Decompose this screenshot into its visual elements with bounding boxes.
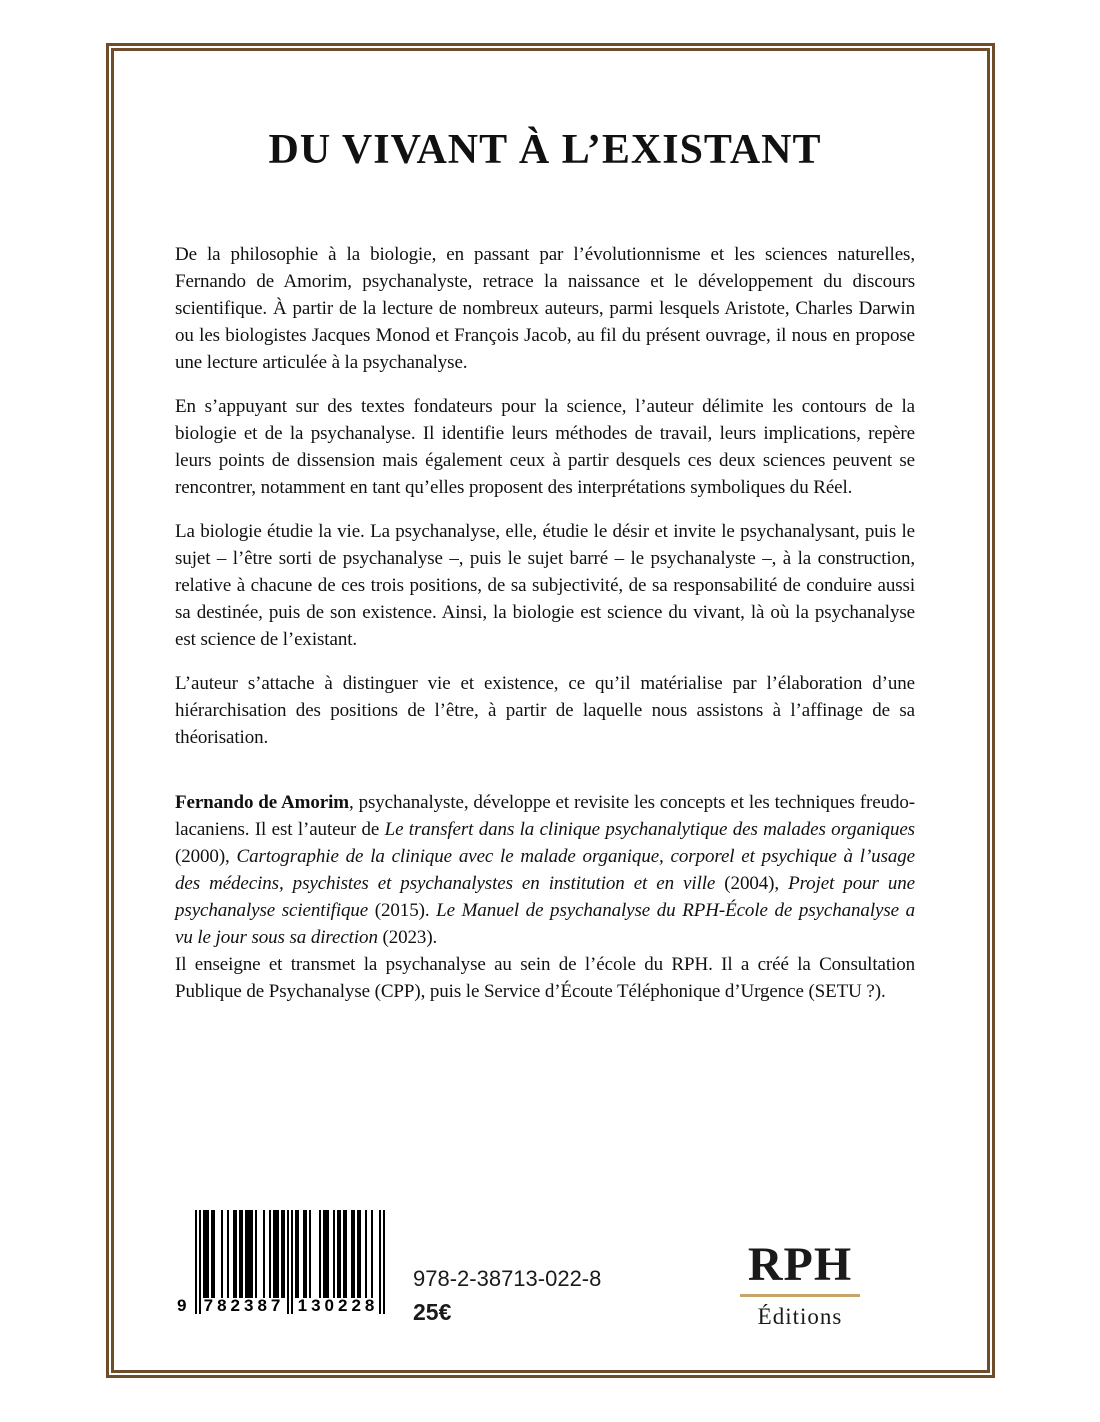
book-reference-2: Cartographie de la clinique avec le malade organique, corporel et psychique à l’usage des médecins, psychistes et psychanalystes en institution et en ville (175, 846, 916, 895)
publisher-subtitle: Éditions (757, 1304, 843, 1329)
barcode (177, 1210, 389, 1334)
barcode-digits-right: 130228 (297, 1296, 379, 1315)
book-reference-1: Le transfert dans la clinique psychanalytique des malades organiques (384, 819, 915, 841)
bio-segment: (2023). (377, 927, 438, 949)
author-bio (175, 789, 915, 1005)
synopsis-paragraph-1: De la philosophie à la biologie, en passant par l’évolutionnisme et les sciences naturelles, Fernando de Amorim, psychanalyste, retrace la naissance et le développement du discours scientifique. À partir de la lecture de nombreux auteurs, parmi lesquels Aristote, Charles Darwin ou les biologistes Jacques Monod et François Jacob, au fil du présent ouvrage, il nous en propose une lecture articulée à la psychanalyse. (175, 244, 915, 374)
book-reference-4: Le Manuel de psychanalyse du RPH-École de psychanalyse a vu le jour sous sa direction (175, 900, 915, 949)
bio-segment: (2000), (175, 846, 237, 868)
barcode-digits-left: 782387 (203, 1296, 285, 1315)
publisher-logo-underline (740, 1294, 860, 1297)
publisher-logo (738, 1238, 862, 1330)
book-reference-3: Projet pour une psychanalyse scientifique (175, 873, 915, 922)
author-name: Fernando de Amorim (175, 792, 349, 814)
author-bio-paragraph-2: Il enseigne et transmet la psychanalyse au sein de l’école du RPH. Il a créé la Consultation Publique de Psychanalyse (CPP), puis le Service d’Écoute Téléphonique d’Urgence (SETU ?). (175, 954, 915, 1003)
isbn-price-block (413, 1266, 601, 1326)
synopsis-paragraph-3: La biologie étudie la vie. La psychanalyse, elle, étudie le désir et invite le psychanalysant, puis le sujet – l’être sorti de psychanalyse –, puis le sujet barré – le psychanalyste –, à la construction, relative à chacune de ces trois positions, de sa subjectivité, de sa responsabilité de conduire aussi sa destinée, puis de son existence. Ainsi, la biologie est science du vivant, là où la psychanalyse est science de l’existant. (175, 521, 915, 651)
back-cover-content (175, 125, 915, 1005)
bio-segment: (2004), (715, 873, 789, 895)
bio-segment: , psychanalyste, développe et revisite les concepts et les techniques freudo-lacaniens. Il est l’auteur de (175, 792, 915, 841)
author-bio-paragraph-1 (175, 789, 915, 951)
synopsis-paragraph-2: En s’appuyant sur des textes fondateurs pour la science, l’auteur délimite les contours de la biologie et de la psychanalyse. Il identifie leurs méthodes de travail, leurs implications, repère leurs points de dissension mais également ceux à partir desquels ces deux sciences peuvent se rencontrer, notamment en tant qu’elles proposent des interprétations symboliques du Réel. (175, 396, 915, 499)
book-title: DU VIVANT À L’EXISTANT (268, 127, 822, 173)
price: 25€ (413, 1299, 452, 1325)
bio-segment: (2015). (368, 900, 437, 922)
isbn-number: 978-2-38713-022-8 (413, 1266, 602, 1291)
synopsis-paragraph-4: L’auteur s’attache à distinguer vie et existence, ce qu’il matérialise par l’élaboration d’une hiérarchisation des positions de l’être, à partir de laquelle nous assistons à l’affinage de sa théorisation. (175, 673, 915, 749)
barcode-digit-lead: 9 (177, 1296, 187, 1315)
publisher-name: RPH (747, 1238, 853, 1291)
